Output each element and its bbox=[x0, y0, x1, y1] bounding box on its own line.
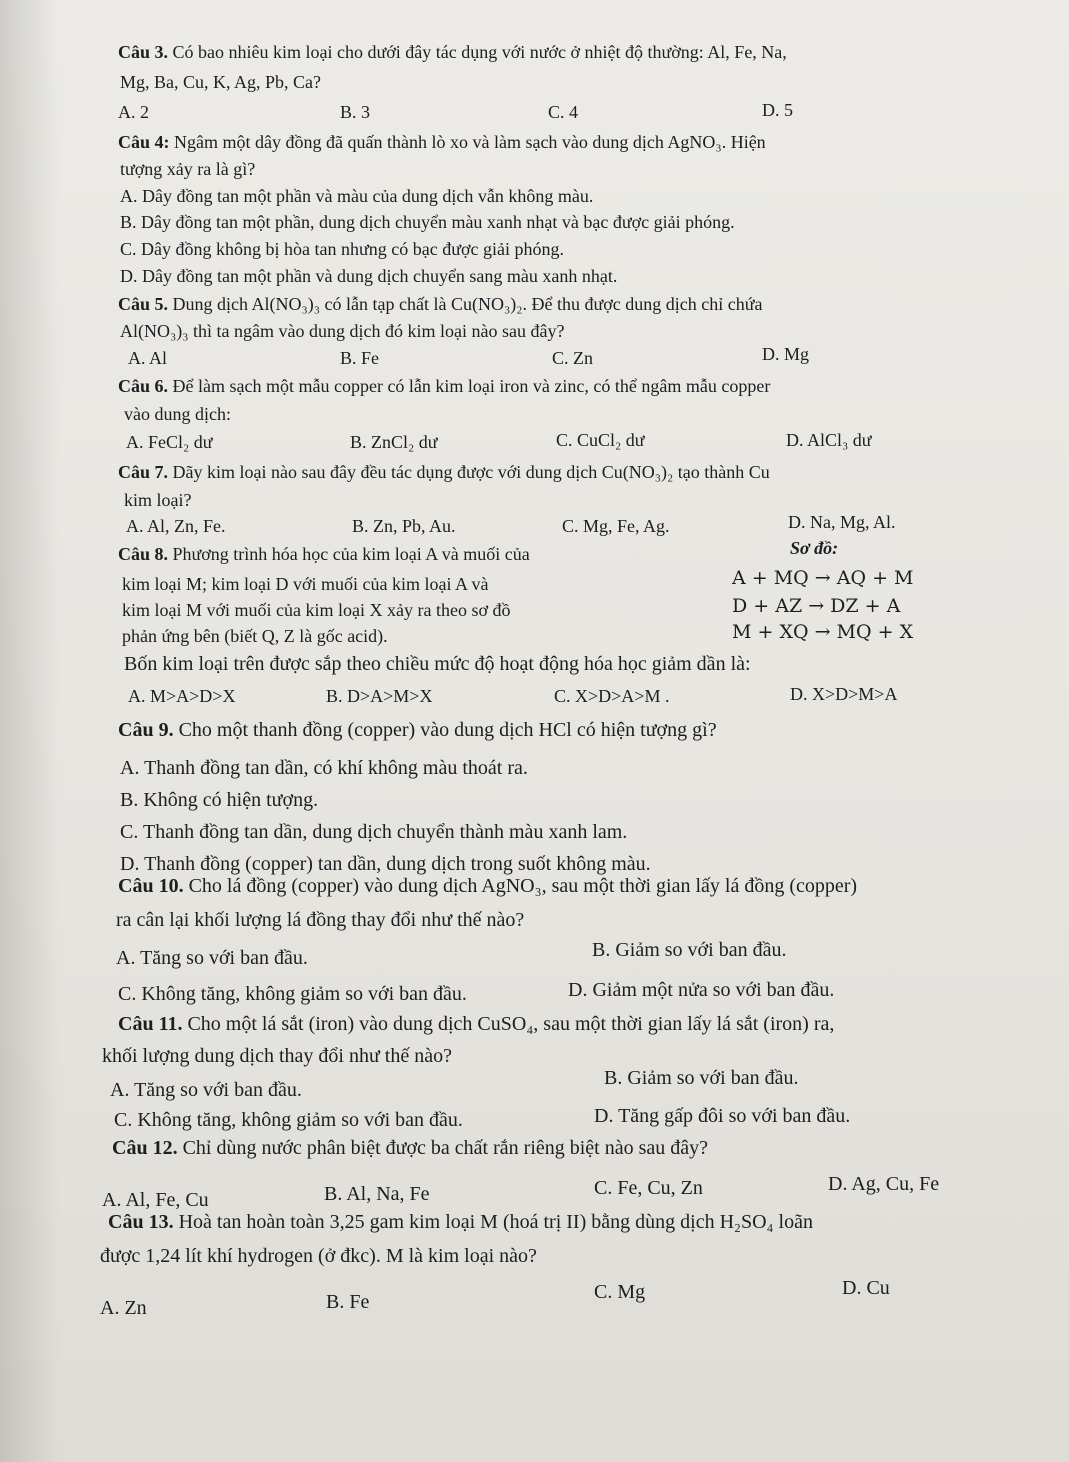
q10-option-a: A. Tăng so với ban đầu. bbox=[116, 947, 308, 969]
q12-option-a: A. Al, Fe, Cu bbox=[102, 1189, 209, 1211]
q5-option-b: B. Fe bbox=[340, 348, 380, 368]
q13-text2: được 1,24 lít khí hydrogen (ở đkc). M là kim loại nào? bbox=[100, 1245, 537, 1267]
q13-stem-line1 bbox=[108, 1210, 813, 1234]
q11-text1: Cho một lá sắt (iron) vào dung dịch CuSO₄, sau một thời gian lấy lá sắt (iron) ra, bbox=[187, 1013, 835, 1035]
q7-stem-line1 bbox=[118, 460, 770, 484]
q10-label: Câu 10. bbox=[118, 875, 184, 897]
q3-label: Câu 3. bbox=[118, 42, 169, 62]
q3-option-d: D. 5 bbox=[762, 100, 793, 120]
q5-label: Câu 5. bbox=[118, 294, 169, 314]
q6-option-d: D. AlCl₃ dư bbox=[786, 430, 872, 450]
q8-text4: phản ứng bên (biết Q, Z là gốc acid). bbox=[122, 626, 388, 646]
q11-label: Câu 11. bbox=[118, 1013, 183, 1035]
q4-label: Câu 4: bbox=[118, 132, 170, 152]
q7-option-c: C. Mg, Fe, Ag. bbox=[562, 516, 670, 536]
q3-option-b: B. 3 bbox=[340, 102, 371, 122]
q6-label: Câu 6. bbox=[118, 376, 169, 396]
q11-option-c: C. Không tăng, không giảm so với ban đầu. bbox=[114, 1109, 463, 1131]
q6-option-a: A. FeCl₂ dư bbox=[126, 432, 213, 452]
q4-stem-line1 bbox=[118, 130, 766, 154]
q9-option-a: A. Thanh đồng tan dần, có khí không màu thoát ra. bbox=[120, 757, 528, 779]
q4-option-b: B. Dây đồng tan một phần, dung dịch chuyển màu xanh nhạt và bạc được giải phóng. bbox=[120, 212, 735, 232]
q9-stem-line1 bbox=[118, 718, 717, 742]
q4-option-d: D. Dây đồng tan một phần và dung dịch chuyển sang màu xanh nhạt. bbox=[120, 266, 618, 286]
q12-option-c: C. Fe, Cu, Zn bbox=[594, 1177, 703, 1199]
q10-text2: ra cân lại khối lượng lá đồng thay đổi như thế nào? bbox=[116, 909, 525, 931]
q3-option-a: A. 2 bbox=[118, 102, 149, 122]
q8-text5: Bốn kim loại trên được sắp theo chiều mức độ hoạt động hóa học giảm dần là: bbox=[124, 653, 751, 675]
q8-text2: kim loại M; kim loại D với muối của kim loại A và bbox=[122, 574, 489, 594]
q8-text1: Phương trình hóa học của kim loại A và muối của bbox=[172, 544, 530, 564]
q3-option-c: C. 4 bbox=[548, 102, 579, 122]
q6-text1: Để làm sạch một mẫu copper có lẫn kim loại iron và zinc, có thể ngâm mẫu copper bbox=[172, 376, 771, 396]
q4-option-c: C. Dây đồng không bị hòa tan nhưng có bạc được giải phóng. bbox=[120, 239, 564, 259]
q13-option-c: C. Mg bbox=[594, 1281, 646, 1303]
q8-label: Câu 8. bbox=[118, 544, 169, 564]
q13-label: Câu 13. bbox=[108, 1211, 174, 1233]
q4-option-a: A. Dây đồng tan một phần và màu của dung dịch vẫn không màu. bbox=[120, 186, 594, 206]
q9-text1: Cho một thanh đồng (copper) vào dung dịch HCl có hiện tượng gì? bbox=[178, 719, 717, 741]
q4-text2: tượng xảy ra là gì? bbox=[120, 159, 256, 179]
page-edge-shadow bbox=[0, 0, 60, 1462]
q12-option-b: B. Al, Na, Fe bbox=[324, 1183, 430, 1205]
q12-option-d: D. Ag, Cu, Fe bbox=[828, 1173, 940, 1195]
q7-option-d: D. Na, Mg, Al. bbox=[788, 512, 896, 532]
q13-option-a: A. Zn bbox=[100, 1297, 147, 1319]
q13-option-d: D. Cu bbox=[842, 1277, 890, 1299]
q12-label: Câu 12. bbox=[112, 1137, 178, 1159]
q10-text1: Cho lá đồng (copper) vào dung dịch AgNO₃, sau một thời gian lấy lá đồng (copper) bbox=[188, 875, 858, 897]
q8-scheme-title: Sơ đồ: bbox=[790, 538, 839, 558]
q8-text3: kim loại M với muối của kim loại X xảy ra theo sơ đồ bbox=[122, 600, 511, 620]
q13-text1: Hoà tan hoàn toàn 3,25 gam kim loại M (hoá trị II) bằng dùng dịch H₂SO₄ loãn bbox=[178, 1211, 813, 1233]
q6-text2: vào dung dịch: bbox=[124, 404, 231, 424]
q10-option-d: D. Giảm một nửa so với ban đầu. bbox=[568, 979, 835, 1001]
q6-option-c: C. CuCl₂ dư bbox=[556, 430, 645, 450]
q8-option-c: C. X>D>A>M . bbox=[554, 686, 670, 706]
q11-option-b: B. Giảm so với ban đầu. bbox=[604, 1067, 799, 1089]
q12-text1: Chỉ dùng nước phân biệt được ba chất rắn riêng biệt nào sau đây? bbox=[182, 1137, 709, 1159]
q5-option-d: D. Mg bbox=[762, 344, 810, 364]
q8-equation-1: A + MQ → AQ + M bbox=[732, 567, 914, 589]
q9-option-c: C. Thanh đồng tan dần, dung dịch chuyển thành màu xanh lam. bbox=[120, 821, 628, 843]
q9-option-b: B. Không có hiện tượng. bbox=[120, 789, 319, 811]
q11-option-a: A. Tăng so với ban đầu. bbox=[110, 1079, 302, 1101]
q5-text1: Dung dịch Al(NO₃)₃ có lẫn tạp chất là Cu(NO₃)₂. Để thu được dung dịch chỉ chứa bbox=[172, 294, 763, 314]
q5-option-c: C. Zn bbox=[552, 348, 594, 368]
q12-stem-line1 bbox=[112, 1136, 708, 1160]
q8-equation-3: M + XQ → MQ + X bbox=[732, 621, 914, 643]
q3-text2: Mg, Ba, Cu, K, Ag, Pb, Ca? bbox=[120, 72, 322, 92]
q7-text2: kim loại? bbox=[124, 490, 192, 510]
q3-text1: Có bao nhiêu kim loại cho dưới đây tác dụng với nước ở nhiệt độ thường: Al, Fe, Na, bbox=[172, 42, 787, 62]
q9-option-d: D. Thanh đồng (copper) tan dần, dung dịch trong suốt không màu. bbox=[120, 853, 651, 875]
q13-option-b: B. Fe bbox=[326, 1291, 370, 1313]
q5-stem-line1 bbox=[118, 292, 763, 316]
q8-option-d: D. X>D>M>A bbox=[790, 684, 898, 704]
q3-stem-line1 bbox=[118, 40, 787, 64]
q6-stem-line1 bbox=[118, 374, 770, 398]
q8-stem-line1 bbox=[118, 542, 530, 566]
q5-option-a: A. Al bbox=[128, 348, 168, 368]
q10-option-c: C. Không tăng, không giảm so với ban đầu. bbox=[118, 983, 467, 1005]
q7-label: Câu 7. bbox=[118, 462, 169, 482]
q7-text1: Dãy kim loại nào sau đây đều tác dụng được với dung dịch Cu(NO₃)₂ tạo thành Cu bbox=[172, 462, 770, 482]
q11-stem-line1 bbox=[118, 1012, 834, 1036]
q4-text1: Ngâm một dây đồng đã quấn thành lò xo và làm sạch vào dung dịch AgNO₃. Hiện bbox=[174, 132, 766, 152]
q8-option-a: A. M>A>D>X bbox=[128, 686, 236, 706]
q11-text2: khối lượng dung dịch thay đổi như thế nào? bbox=[102, 1045, 452, 1067]
q8-option-b: B. D>A>M>X bbox=[326, 686, 433, 706]
q10-option-b: B. Giảm so với ban đầu. bbox=[592, 939, 787, 961]
q9-label: Câu 9. bbox=[118, 719, 174, 741]
q6-option-b: B. ZnCl₂ dư bbox=[350, 432, 438, 452]
q10-stem-line1 bbox=[118, 874, 857, 898]
q5-text2: Al(NO₃)₃ thì ta ngâm vào dung dịch đó kim loại nào sau đây? bbox=[120, 321, 565, 341]
q7-option-b: B. Zn, Pb, Au. bbox=[352, 516, 456, 536]
q11-option-d: D. Tăng gấp đôi so với ban đầu. bbox=[594, 1105, 851, 1127]
q8-equation-2: D + AZ → DZ + A bbox=[732, 595, 901, 617]
q7-option-a: A. Al, Zn, Fe. bbox=[126, 516, 226, 536]
